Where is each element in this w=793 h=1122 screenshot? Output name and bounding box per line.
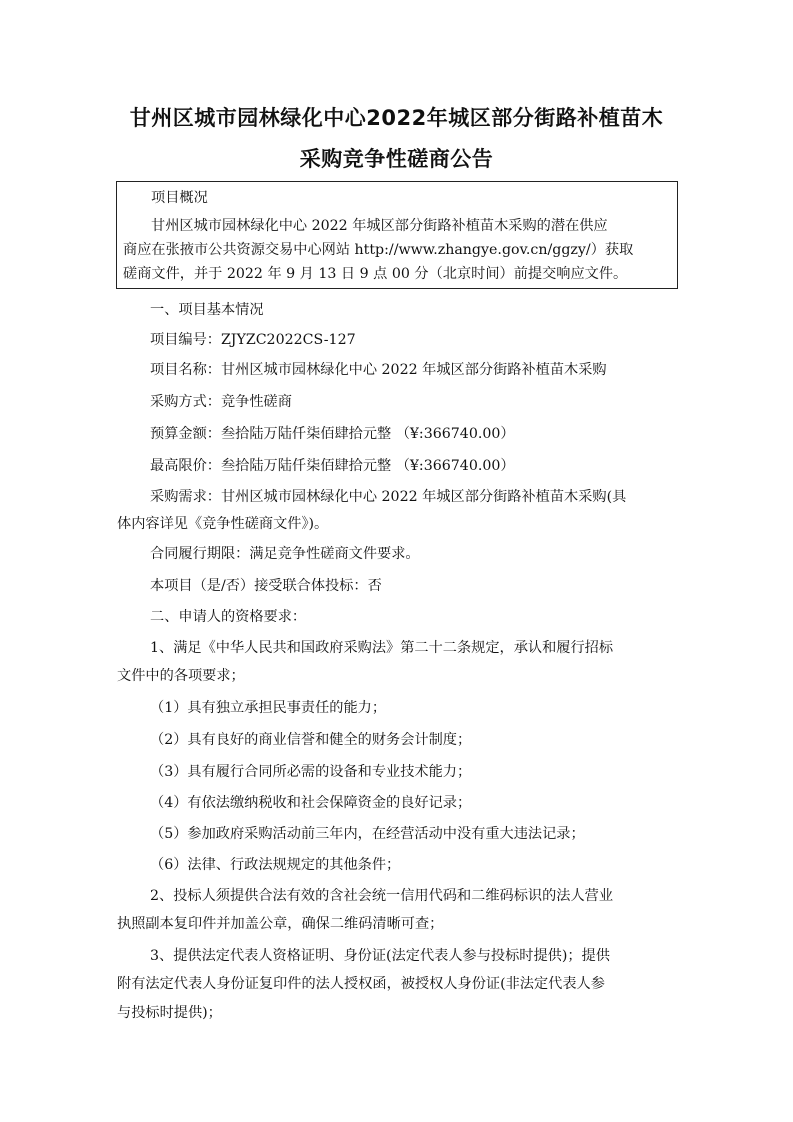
requirement-2-continued: 执照副本复印件并加盖公章，确保二维码清晰可查；: [117, 916, 444, 932]
requirement-sub-item: （5）参加政府采购活动前三年内，在经营活动中没有重大违法记录；: [150, 826, 585, 842]
max-price: 最高限价：叁拾陆万陆仟柒佰肆拾元整 （¥:366740.00）: [150, 458, 515, 474]
requirement-sub-item: （6）法律、行政法规规定的其他条件；: [150, 857, 401, 873]
requirement-1-continued: 文件中的各项要求；: [117, 668, 245, 684]
section1-heading: 一、项目基本情况: [150, 302, 264, 318]
overview-text-line: 甘州区城市园林绿化中心 2022 年城区部分街路补植苗木采购的潜在供应: [151, 218, 608, 234]
requirement-sub-item: （3）具有履行合同所必需的设备和专业技术能力；: [150, 764, 472, 780]
requirement-2: 2、投标人须提供合法有效的含社会统一信用代码和二维码标识的法人营业: [150, 888, 614, 904]
requirement-1: 1、满足《中华人民共和国政府采购法》第二十二条规定，承认和履行招标: [150, 640, 614, 656]
requirement-3-continued: 与投标时提供)；: [117, 1005, 222, 1021]
section2-heading: 二、申请人的资格要求：: [150, 609, 307, 625]
budget-amount: 预算金额：叁拾陆万陆仟柒佰肆拾元整 （¥:366740.00）: [150, 426, 515, 442]
requirement-sub-item: （1）具有独立承担民事责任的能力；: [150, 700, 387, 716]
procurement-demand: 采购需求：甘州区城市园林绿化中心 2022 年城区部分街路补植苗木采购(具: [150, 489, 627, 505]
overview-text-line: 磋商文件，并于 2022 年 9 月 13 日 9 点 00 分（北京时间）前提交响应文件。: [123, 266, 628, 282]
project-overview-box: [116, 181, 678, 289]
requirement-3-continued: 附有法定代表人身份证复印件的法人授权函，被授权人身份证(非法定代表人参: [117, 976, 605, 992]
requirement-sub-item: （4）有依法缴纳税收和社会保障资金的良好记录；: [150, 795, 472, 811]
document-title-line2: 采购竞争性磋商公告: [299, 147, 494, 171]
requirement-sub-item: （2）具有良好的商业信誉和健全的财务会计制度；: [150, 732, 472, 748]
requirement-3: 3、提供法定代表人资格证明、身份证(法定代表人参与投标时提供)；提供: [150, 948, 610, 964]
procurement-method: 采购方式：竞争性磋商: [150, 394, 292, 410]
overview-text-line: 商应在张掖市公共资源交易中心网站 http://www.zhangye.gov.cn/ggzy/）获取: [123, 242, 634, 258]
overview-heading: 项目概况: [151, 190, 208, 206]
document-title-line1: 甘州区城市园林绿化中心2022年城区部分街路补植苗木: [129, 106, 664, 130]
project-name: 项目名称：甘州区城市园林绿化中心 2022 年城区部分街路补植苗木采购: [150, 362, 607, 378]
consortium-bidding: 本项目（是/否）接受联合体投标：否: [150, 578, 382, 594]
procurement-demand-continued: 体内容详见《竞争性磋商文件》)。: [117, 516, 329, 532]
contract-period: 合同履行期限：满足竞争性磋商文件要求。: [150, 546, 420, 562]
project-number: 项目编号：ZJYZC2022CS-127: [150, 332, 356, 348]
